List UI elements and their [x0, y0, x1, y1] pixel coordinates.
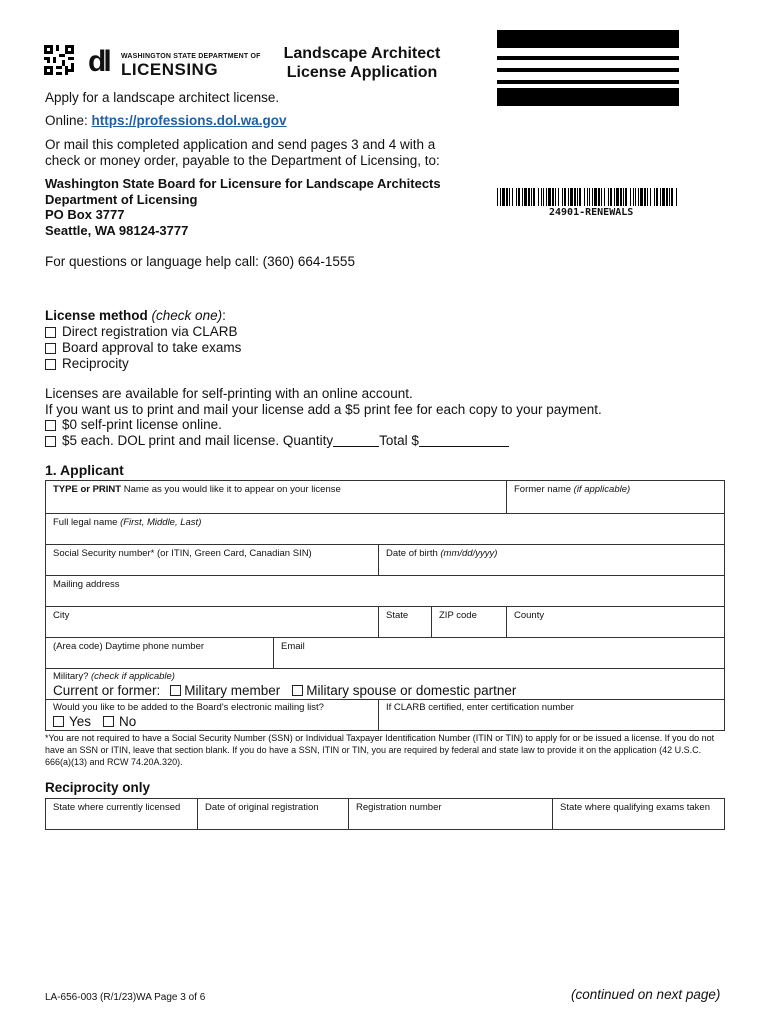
city-field[interactable] [46, 607, 378, 637]
ssn-label: Social Security number* (or ITIN, Green Card, Canadian SIN) [53, 548, 312, 559]
form-id: LA-656-003 (R/1/23)WA Page 3 of 6 [45, 992, 206, 1003]
full-legal-name-field[interactable] [46, 514, 724, 544]
barcode-text: 24901-RENEWALS [549, 207, 634, 218]
office-use-bars [497, 30, 679, 106]
clarb-label: If CLARB certified, enter certification number [386, 702, 574, 713]
mail-line-1: Or mail this completed application and send pages 3 and 4 with a [45, 137, 436, 152]
address-line: Seattle, WA 98124-3777 [45, 222, 189, 238]
checkbox-board[interactable] [45, 343, 56, 354]
quantity-field[interactable] [333, 435, 379, 447]
date-registration-label: Date of original registration [205, 802, 319, 813]
page-title [262, 44, 462, 82]
county-field[interactable] [506, 607, 724, 637]
intro-line: Apply for a landscape architect license. [45, 90, 280, 105]
dol-logo-mark: dl [88, 45, 109, 78]
email-label: Email [281, 641, 305, 652]
military-member-label: Military member [184, 683, 281, 698]
option-dol-print[interactable] [45, 433, 509, 449]
phone-field[interactable] [46, 638, 273, 668]
checkbox-no[interactable] [103, 716, 114, 727]
former-name-label: Former name [514, 484, 574, 495]
logo-dept-text: WASHINGTON STATE DEPARTMENT OF [121, 53, 261, 60]
ssn-field[interactable] [46, 545, 378, 575]
ssn-note: *You are not required to have a Social Security Number (SSN) or Individual Taxpayer Identification Number (ITIN or TIN) to apply for or be issued a license. If you do not have an SSN or ITIN, leave that section blank. If you do have a SSN, ITIN or TIN, you are required by federal and state law to provide it on the application (42 U.S.C. 666(a)(13) and RCW 74.20A.320). [45, 733, 715, 767]
barcode-icon [497, 188, 679, 206]
state-exams-field[interactable] [552, 799, 724, 829]
option-label: Board approval to take exams [62, 340, 242, 355]
continued-note: (continued on next page) [571, 987, 721, 1002]
checkbox-clarb[interactable] [45, 327, 56, 338]
state-licensed-label: State where currently licensed [53, 802, 181, 813]
mailing-label: Mailing address [53, 579, 120, 590]
military-spouse-label: Military spouse or domestic partner [306, 683, 517, 698]
title-line-1: Landscape Architect [283, 45, 441, 62]
checkbox-military-member[interactable] [170, 685, 181, 696]
option-label: Direct registration via CLARB [62, 324, 238, 339]
online-link[interactable]: https://professions.dol.wa.gov [91, 113, 287, 128]
phone-label: (Area code) Daytime phone number [53, 641, 205, 652]
state-label: State [386, 610, 409, 621]
military-field [46, 669, 724, 699]
mailing-address [45, 176, 441, 238]
checkbox-yes[interactable] [53, 716, 64, 727]
mail-line-2: check or money order, payable to the Department of Licensing, to: [45, 153, 440, 168]
checkbox-dol-print[interactable] [45, 436, 56, 447]
qr-code-icon [44, 45, 74, 75]
former-name-note: (if applicable) [573, 484, 631, 495]
option-label: $0 self-print license online. [62, 417, 222, 432]
reciprocity-heading: Reciprocity only [45, 780, 151, 795]
option-clarb[interactable] [45, 324, 238, 340]
address-line: PO Box 3777 [45, 207, 125, 222]
address-line: Department of Licensing [45, 191, 198, 207]
name-license-label: Name as you would like it to appear on your license [121, 484, 341, 495]
mailing-address-field[interactable] [46, 576, 724, 606]
total-label: Total $ [379, 433, 419, 448]
email-field[interactable] [273, 638, 724, 668]
dob-field[interactable] [378, 545, 724, 575]
current-former-label: Current or former: [53, 683, 161, 698]
option-reciprocity[interactable] [45, 356, 129, 372]
military-note: (check if applicable) [91, 671, 175, 682]
state-exams-label: State where qualifying exams taken [560, 802, 710, 813]
reciprocity-form [45, 798, 725, 830]
online-line [45, 113, 287, 129]
total-field[interactable] [419, 435, 509, 447]
help-phone: For questions or language help call: (360) 664-1555 [45, 254, 355, 269]
zip-field[interactable] [431, 607, 506, 637]
license-method-heading [45, 308, 226, 324]
online-label: Online: [45, 113, 92, 128]
date-registration-field[interactable] [197, 799, 348, 829]
checkbox-military-spouse[interactable] [292, 685, 303, 696]
logo-licensing-text: LICENSING [121, 60, 219, 79]
option-label: $5 each. DOL print and mail license. Quantity [62, 433, 334, 448]
checkbox-reciprocity[interactable] [45, 359, 56, 370]
print-line-1: Licenses are available for self-printing with an online account. [45, 386, 413, 401]
applicant-form [45, 480, 725, 731]
registration-number-label: Registration number [356, 802, 442, 813]
checkbox-self-print[interactable] [45, 420, 56, 431]
state-field[interactable] [378, 607, 431, 637]
yes-label: Yes [69, 714, 92, 729]
no-label: No [119, 714, 137, 729]
license-method-colon: : [222, 308, 226, 323]
city-label: City [53, 610, 70, 621]
option-label: Reciprocity [62, 356, 129, 371]
former-name-field[interactable] [506, 481, 724, 513]
print-line-2: If you want us to print and mail your license add a $5 print fee for each copy to your payment. [45, 402, 602, 417]
zip-label: ZIP code [439, 610, 477, 621]
option-board[interactable] [45, 340, 241, 356]
license-method-note: (check one) [151, 308, 223, 323]
license-method-title: License method [45, 308, 148, 323]
address-line: Washington State Board for Licensure for Landscape Architects [45, 176, 441, 191]
dob-note: (mm/dd/yyyy) [440, 548, 498, 559]
full-legal-name-note: (First, Middle, Last) [120, 517, 202, 528]
full-legal-name-label: Full legal name [53, 517, 121, 528]
mailing-list-field [46, 700, 378, 730]
clarb-number-field[interactable] [378, 700, 724, 730]
title-line-2: License Application [286, 64, 438, 81]
state-licensed-field[interactable] [46, 799, 197, 829]
registration-number-field[interactable] [348, 799, 552, 829]
applicant-heading: 1. Applicant [45, 462, 124, 478]
military-label: Military? [53, 671, 92, 682]
name-license-field[interactable] [46, 481, 506, 513]
option-self-print[interactable] [45, 417, 222, 433]
dob-label: Date of birth [386, 548, 441, 559]
mailing-list-label: Would you like to be added to the Board's electronic mailing list? [53, 702, 324, 713]
county-label: County [514, 610, 545, 621]
type-print-label: TYPE or PRINT [53, 484, 122, 495]
